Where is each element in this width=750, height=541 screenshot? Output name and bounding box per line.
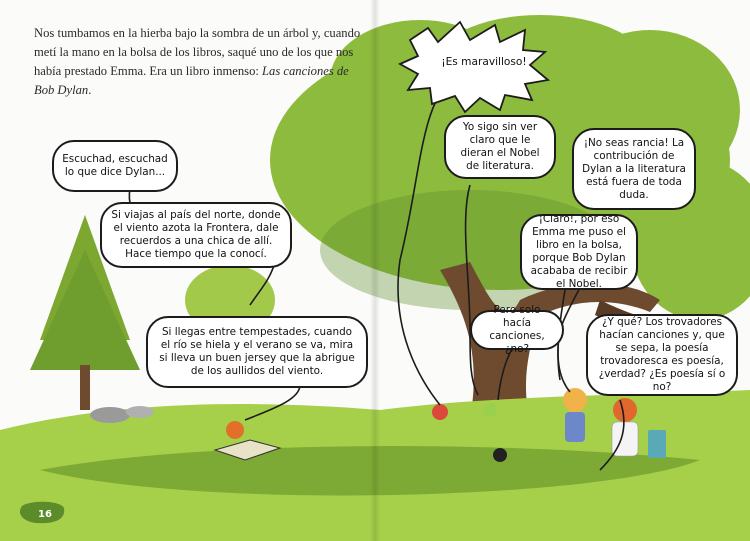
speech-bubble-es-maravilloso bbox=[432, 56, 536, 68]
page-number: 16 bbox=[38, 509, 52, 520]
intro-book-title: Las canciones de Bob Dylan bbox=[34, 64, 349, 97]
speech-bubble-text: Yo sigo sin ver claro que le dieran el Nobel de literatura. bbox=[460, 121, 540, 172]
speech-bubble-text: Pero solo hacía canciones, ¿no? bbox=[489, 304, 545, 355]
speech-bubble-pero-solo bbox=[470, 304, 564, 355]
speech-bubble-text: Si llegas entre tempestades, cuando el río se hiela y el verano se va, mira si lleva un buen jersey que la abrigue de los aullidos del viento. bbox=[159, 326, 355, 377]
speech-bubble-text: ¡Claro!, por eso Emma me puso el libro en la bolsa, porque Bob Dylan acababa de recibir el Nobel. bbox=[530, 213, 628, 290]
speech-bubble-no-seas bbox=[572, 128, 696, 210]
speech-bubble-si-viajas bbox=[100, 202, 292, 268]
speech-bubble-text: Escuchad, escuchad lo que dice Dylan... bbox=[62, 153, 168, 178]
intro-text: Nos tumbamos en la hierba bajo la sombra de un árbol y, cuando metí la mano en la bolsa de los libros, saqué uno de los que nos había prestado Emma. Era un libro inmenso: bbox=[34, 26, 361, 78]
speech-bubble-text: ¡Es maravilloso! bbox=[441, 56, 527, 68]
speech-bubble-text: Si viajas al país del norte, donde el viento azota la Frontera, dale recuerdos a una chica de allí. Hace tiempo que la conocí. bbox=[111, 209, 281, 260]
speech-bubble-y-que bbox=[586, 314, 738, 396]
speech-bubble-text: ¡No seas rancia! La contribución de Dylan a la literatura está fuera de toda duda. bbox=[582, 136, 686, 201]
speech-bubble-si-llegas bbox=[146, 316, 368, 388]
intro-paragraph bbox=[34, 24, 368, 100]
speech-bubble-text: ¿Y qué? Los trovadores hacían canciones y, que se sepa, la poesía trovadoresca es poesía, ¿verdad? ¿Es poesía sí o no? bbox=[598, 316, 726, 393]
book-gutter bbox=[370, 0, 380, 541]
intro-end: . bbox=[88, 83, 92, 97]
speech-bubble-claro bbox=[520, 214, 638, 290]
speech-bubble-yo-sigo bbox=[444, 115, 556, 179]
speech-bubble-escuchad bbox=[52, 140, 178, 192]
